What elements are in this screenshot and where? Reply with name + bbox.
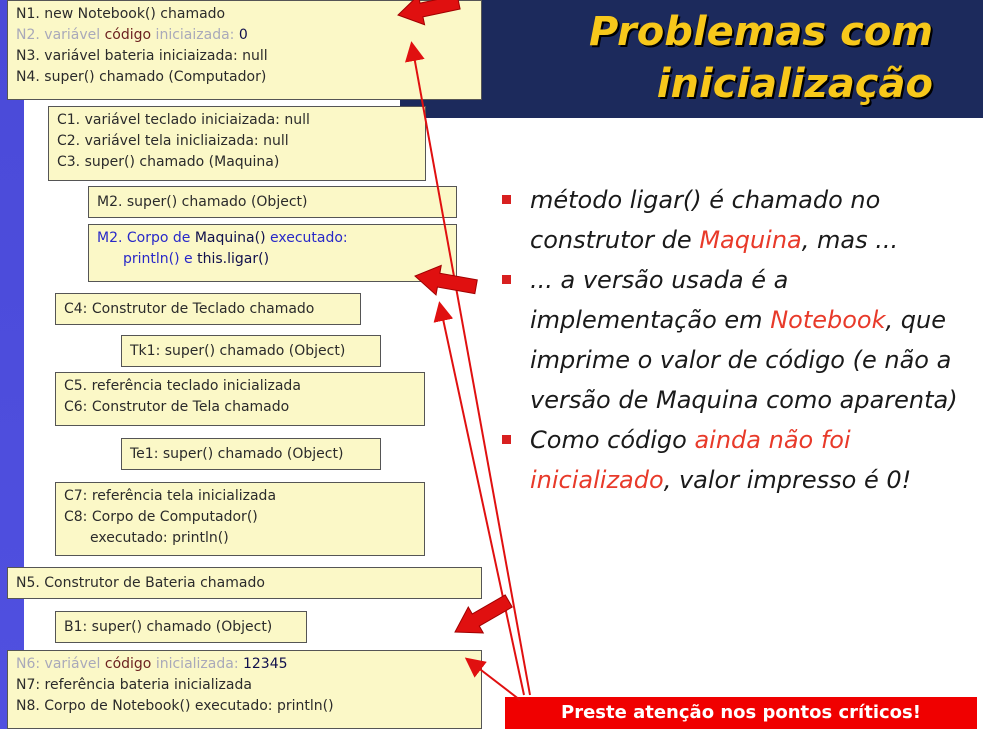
line-c1: C1. variável teclado iniciaizada: null [57, 112, 310, 128]
line-tk1: Tk1: super() chamado (Object) [130, 343, 346, 359]
line-n3: N3. variável bateria iniciaizada: null [16, 48, 268, 64]
line-c2: C2. variável tela inicliaizada: null [57, 133, 289, 149]
red-line-arrow-icon [412, 45, 530, 700]
footer-banner: Preste atenção nos pontos críticos! [505, 697, 977, 729]
slide-title-line-2: inicialização [656, 61, 933, 107]
line-n5: N5. Construtor de Bateria chamado [16, 575, 265, 591]
line-n8: N8. Corpo de Notebook() executado: println() [16, 698, 334, 714]
line-c4: C4: Construtor de Teclado chamado [64, 301, 315, 317]
line-m2-body-2: println() e this.ligar() [123, 251, 270, 267]
line-n2: N2. variável código iniciaizada: 0 [16, 27, 248, 43]
line-b1: B1: super() chamado (Object) [64, 619, 273, 635]
line-c7: C7: referência tela inicializada [64, 488, 277, 504]
line-n1: N1. new Notebook() chamado [16, 6, 226, 22]
line-n4: N4. super() chamado (Computador) [16, 69, 267, 85]
line-c6: C6: Construtor de Tela chamado [64, 399, 290, 415]
line-te1: Te1: super() chamado (Object) [130, 446, 344, 462]
line-c8: C8: Corpo de Computador() [64, 509, 258, 525]
line-c5: C5. referência teclado inicializada [64, 378, 301, 394]
bullet-3: Como código ainda não foi inicializado, valor impresso é 0! [500, 420, 960, 500]
red-block-arrow-icon [448, 588, 517, 645]
line-c3: C3. super() chamado (Maquina) [57, 154, 280, 170]
bullet-2: ... a versão usada é a implementação em Notebook, que imprime o valor de código (e não a versão de Maquina como aparenta) [500, 260, 960, 420]
line-n7: N7: referência bateria inicializada [16, 677, 252, 693]
slide-title-line-1: Problemas com [588, 9, 933, 55]
line-m2-super: M2. super() chamado (Object) [97, 194, 308, 210]
line-c8-cont: executado: println() [90, 530, 229, 546]
red-block-arrow-icon [412, 261, 478, 301]
line-n6: N6: variável código inicializada: 12345 [16, 656, 288, 672]
bullet-1: método ligar() é chamado no construtor de Maquina, mas ... [500, 180, 960, 260]
red-block-arrow-icon [395, 0, 462, 30]
line-m2-body-1: M2. Corpo de Maquina() executado: [97, 230, 348, 246]
